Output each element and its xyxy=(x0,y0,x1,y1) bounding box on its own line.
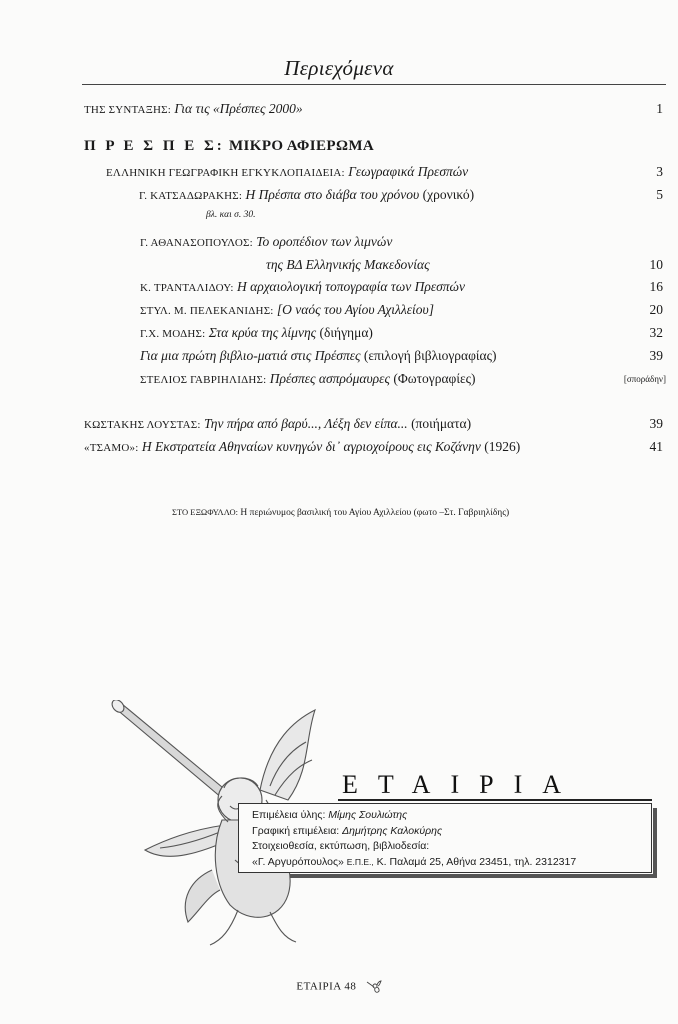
credit-editor-label: Επιμέλεια ύλης: xyxy=(252,809,326,821)
credit-print xyxy=(239,839,651,855)
item-extra: (επιλογή βιβλιογραφίας) xyxy=(363,348,497,363)
item-title: Για μια πρώτη βιβλιο-ματιά στις Πρέσπες xyxy=(140,348,361,363)
toc-item xyxy=(0,369,678,389)
item-author: Γ. ΚΑΤΣΑΔΩΡΑΚΗΣ: xyxy=(139,190,243,202)
credit-editor-name: Μίμης Σουλιώτης xyxy=(328,809,408,821)
item-page: 32 xyxy=(649,325,663,340)
toc-item xyxy=(0,232,678,252)
entry-author: «ΤΣΑΜΟ»: xyxy=(84,442,139,454)
credit-graphic-label: Γραφική επιμέλεια: xyxy=(252,824,340,837)
item-author: Κ. ΤΡΑΝΤΑΛΙΔΟΥ: xyxy=(140,282,234,294)
credits-box xyxy=(238,803,652,873)
entry-extra: (1926) xyxy=(484,439,521,454)
item-page: 20 xyxy=(649,302,663,317)
cross-reference-note: βλ. και σ. 30. xyxy=(206,210,256,220)
toc-item xyxy=(0,277,678,297)
entry-page: 1 xyxy=(656,101,663,116)
toc-item xyxy=(0,323,678,343)
credit-printer-name: «Γ. Αργυρόπουλος» xyxy=(252,855,344,868)
section-heading xyxy=(84,138,374,155)
item-title: Η αρχαιολογική τοπογραφία των Πρεσπών xyxy=(237,279,465,294)
credit-editor xyxy=(239,808,651,824)
brand-rule xyxy=(338,799,652,801)
toc-entry-poems xyxy=(0,414,678,434)
title-rule xyxy=(82,84,666,85)
item-title: της ΒΔ Ελληνικής Μακεδονίας xyxy=(266,257,430,272)
page-title: Περιεχόμενα xyxy=(284,56,394,80)
item-author: ΕΛΛΗΝΙΚΗ ΓΕΩΓΡΑΦΙΚΗ ΕΓΚΥΚΛΟΠΑΙΔΕΙΑ: xyxy=(106,167,345,179)
section-prefix: Π Ρ Ε Σ Π Ε Σ: xyxy=(84,138,225,154)
cover-label: ΣΤΟ ΕΞΩΦΥΛΛΟ: xyxy=(172,507,239,517)
item-page: [σποράδην] xyxy=(623,374,666,384)
item-extra: (διήγημα) xyxy=(319,325,373,340)
footer-text: ΕΤΑΙΡΙΑ 48 xyxy=(296,980,357,993)
item-page: 3 xyxy=(656,164,663,179)
entry-title: Την πήρα από βαρύ..., Λέξη δεν είπα... xyxy=(204,416,408,431)
item-title: Η Πρέσπα στο διάβα του χρόνου xyxy=(245,187,420,202)
item-author: Γ.Χ. ΜΟΔΗΣ: xyxy=(140,328,206,340)
entry-author: ΤΗΣ ΣΥΝΤΑΞΗΣ: xyxy=(84,104,171,116)
toc-item-continuation xyxy=(0,255,678,275)
item-page: 39 xyxy=(649,348,663,363)
item-page: 10 xyxy=(649,257,663,272)
section-name: ΜΙΚΡΟ ΑΦΙΕΡΩΜΑ xyxy=(228,138,375,154)
toc-item xyxy=(0,162,678,182)
credit-printer xyxy=(239,855,651,871)
item-page: 16 xyxy=(649,279,663,294)
credit-printer-form: Ε.Π.Ε., xyxy=(346,856,374,867)
entry-title: Η Εκστρατεία Αθηναίων κυνηγών δι᾽ αγριοχοίρους εις Κοζάνην xyxy=(141,439,481,454)
item-page: 5 xyxy=(656,187,663,202)
entry-page: 39 xyxy=(649,416,663,431)
credit-graphic-name: Δημήτρης Καλοκύρης xyxy=(342,824,443,837)
cover-note xyxy=(172,507,509,518)
item-author: ΣΤΕΛΙΟΣ ΓΑΒΡΙΗΛΙΔΗΣ: xyxy=(140,374,267,386)
entry-title: Για τις «Πρέσπες 2000» xyxy=(174,101,303,116)
item-title: Στα κρύα της λίμνης xyxy=(208,325,317,340)
credit-printer-address: Κ. Παλαμά 25, Αθήνα 23451, τηλ. 2312317 xyxy=(376,855,577,868)
entry-author: ΚΩΣΤΑΚΗΣ ΛΟΥΣΤΑΣ: xyxy=(84,419,201,431)
item-title: Πρέσπες ασπρόμαυρες xyxy=(269,371,390,386)
entry-extra: (ποιήματα) xyxy=(411,416,472,431)
item-title: Γεωγραφικά Πρεσπών xyxy=(348,164,469,179)
entry-page: 41 xyxy=(649,439,663,454)
toc-entry-editorial xyxy=(0,99,678,119)
item-title: [Ο ναός του Αγίου Αχιλλείου] xyxy=(276,302,434,317)
toc-item xyxy=(0,300,678,320)
page-footer xyxy=(0,980,678,994)
credit-print-label: Στοιχειοθεσία, εκτύπωση, βιβλιοδεσία: xyxy=(252,840,430,852)
cover-text: Η περιώνυμος βασιλική του Αγίου Αχιλλείου (φωτο –Στ. Γαβριηλίδης) xyxy=(240,508,510,518)
toc-item xyxy=(0,185,678,205)
item-extra: (χρονικό) xyxy=(422,187,475,202)
toc-item xyxy=(0,346,678,366)
item-extra: (Φωτογραφίες) xyxy=(393,371,476,386)
toc-entry-expedition xyxy=(0,437,678,457)
angel-small-icon xyxy=(366,980,382,994)
item-title: Το οροπέδιον των λιμνών xyxy=(256,234,393,249)
brand-wordmark: ΕΤΑΙΡΙΑ xyxy=(342,770,582,799)
credit-graphic xyxy=(239,824,651,840)
item-author: Γ. ΑΘΑΝΑΣΟΠΟΥΛΟΣ: xyxy=(140,237,253,249)
item-author: ΣΤΥΛ. Μ. ΠΕΛΕΚΑΝΙΔΗΣ: xyxy=(140,305,274,317)
